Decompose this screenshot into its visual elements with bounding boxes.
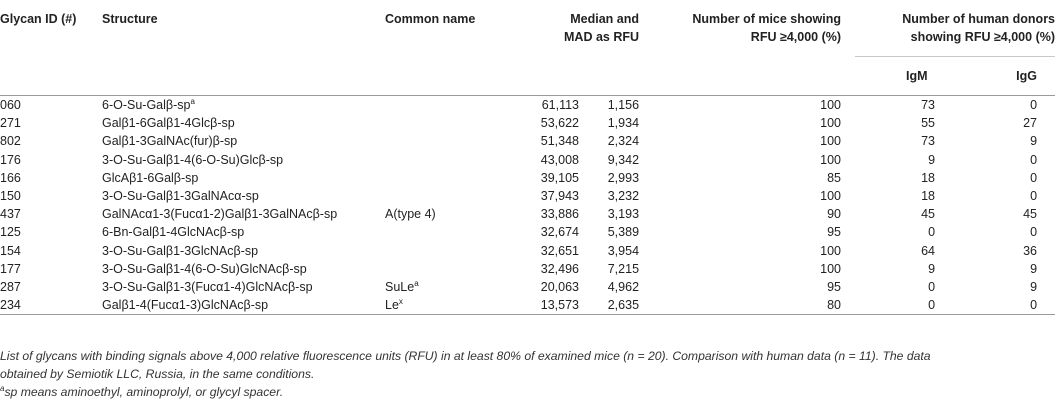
cell-glycan-id xyxy=(0,96,102,115)
cell-structure xyxy=(102,278,385,296)
cell-glycan-id xyxy=(0,296,102,315)
cell-igg-text: 9 xyxy=(1030,261,1038,276)
cell-igg-text: 9 xyxy=(1030,280,1038,295)
cell-igm-text: 9 xyxy=(928,261,936,276)
cell-median xyxy=(503,169,585,187)
cell-igm xyxy=(855,169,979,187)
cell-common-name-text: Le xyxy=(385,298,399,313)
cell-igg xyxy=(979,187,1055,205)
cell-structure xyxy=(102,114,385,132)
header-row xyxy=(0,0,1055,57)
header-igg: IgG xyxy=(979,57,1055,96)
cell-igm-text: 0 xyxy=(928,225,936,240)
cell-igm xyxy=(855,205,979,223)
table-caption xyxy=(0,348,1055,383)
cell-mad xyxy=(585,205,665,223)
cell-mad-text: 1,156 xyxy=(607,98,640,112)
cell-mice xyxy=(665,242,855,260)
cell-igm-text: 18 xyxy=(921,170,936,185)
cell-median xyxy=(503,132,585,150)
cell-glycan-id xyxy=(0,114,102,132)
cell-mad xyxy=(585,169,665,187)
cell-igg-text: 0 xyxy=(1030,170,1038,185)
cell-structure xyxy=(102,151,385,169)
cell-mice-text: 80 xyxy=(827,298,842,313)
cell-structure xyxy=(102,132,385,150)
cell-igm-text: 9 xyxy=(928,152,936,167)
cell-mice xyxy=(665,132,855,150)
cell-mice xyxy=(665,205,855,223)
table-row xyxy=(0,260,1055,278)
table-row xyxy=(0,205,1055,223)
cell-mad-text: 2,993 xyxy=(607,170,640,185)
cell-igg xyxy=(979,96,1055,115)
table-row xyxy=(0,132,1055,150)
cell-mice-text: 100 xyxy=(820,243,842,258)
cell-structure-text: 3-O-Su-Galβ1-3(Fucα1-4)GlcNAcβ-sp xyxy=(102,280,313,295)
table-row xyxy=(0,151,1055,169)
cell-glycan-id xyxy=(0,205,102,223)
cell-mice-text: 100 xyxy=(820,116,842,131)
cell-structure-text: Galβ1-3GalNAc(fur)β-sp xyxy=(102,134,238,149)
cell-mad xyxy=(585,296,665,315)
cell-common-name-superscript: a xyxy=(414,278,419,288)
cell-median-text: 51,348 xyxy=(540,134,579,149)
cell-median xyxy=(503,260,585,278)
header-median-line1: Median and xyxy=(570,12,640,26)
cell-median-text: 13,573 xyxy=(540,298,579,313)
cell-mad xyxy=(585,132,665,150)
cell-igg xyxy=(979,296,1055,315)
cell-mice xyxy=(665,169,855,187)
cell-mad xyxy=(585,278,665,296)
cell-median-text: 43,008 xyxy=(540,152,579,167)
cell-structure-text: 6-Bn-Galβ1-4GlcNAcβ-sp xyxy=(102,225,245,240)
cell-common-name xyxy=(385,96,503,115)
header-human-line2: showing RFU ≥4,000 (%) xyxy=(910,30,1055,44)
cell-common-name xyxy=(385,205,503,223)
cell-median-text: 53,622 xyxy=(540,116,579,131)
cell-igm xyxy=(855,260,979,278)
cell-glycan-id-text: 802 xyxy=(0,134,21,149)
cell-structure xyxy=(102,260,385,278)
cell-mad xyxy=(585,96,665,115)
cell-igm xyxy=(855,296,979,315)
cell-igg xyxy=(979,132,1055,150)
cell-median-text: 39,105 xyxy=(540,170,579,185)
cell-igg-text: 9 xyxy=(1030,134,1038,149)
cell-structure xyxy=(102,96,385,115)
cell-glycan-id xyxy=(0,223,102,241)
cell-mad-text: 9,342 xyxy=(607,152,640,167)
cell-mad xyxy=(585,260,665,278)
table-body xyxy=(0,96,1055,315)
cell-igg-text: 0 xyxy=(1030,189,1038,204)
cell-glycan-id-text: 271 xyxy=(0,116,21,131)
cell-median xyxy=(503,114,585,132)
cell-common-name xyxy=(385,296,503,315)
cell-common-name xyxy=(385,278,503,296)
cell-median xyxy=(503,278,585,296)
cell-igg-text: 45 xyxy=(1023,207,1038,222)
cell-glycan-id xyxy=(0,187,102,205)
cell-mice xyxy=(665,223,855,241)
cell-median-text: 32,651 xyxy=(540,243,579,258)
cell-mice-text: 100 xyxy=(820,261,842,276)
cell-median-text: 37,943 xyxy=(540,189,579,204)
cell-glycan-id-text: 437 xyxy=(0,207,21,222)
cell-median-text: 61,113 xyxy=(541,98,579,112)
cell-igm xyxy=(855,96,979,115)
header-glycan-id: Glycan ID (#) xyxy=(0,12,77,26)
cell-median-text: 20,063 xyxy=(540,280,579,295)
cell-glycan-id xyxy=(0,169,102,187)
cell-mad xyxy=(585,223,665,241)
cell-glycan-id-text: 150 xyxy=(0,189,21,204)
cell-mad xyxy=(585,242,665,260)
cell-mad-text: 5,389 xyxy=(607,225,640,240)
cell-glycan-id-text: 287 xyxy=(0,280,21,295)
cell-glycan-id-text: 166 xyxy=(0,170,21,185)
cell-structure xyxy=(102,223,385,241)
cell-igm-text: 73 xyxy=(921,98,936,112)
cell-structure xyxy=(102,242,385,260)
cell-mad-text: 7,215 xyxy=(607,261,640,276)
cell-mice-text: 100 xyxy=(820,189,842,204)
cell-common-name-superscript: x xyxy=(398,297,403,307)
cell-common-name xyxy=(385,151,503,169)
cell-mad xyxy=(585,187,665,205)
cell-mad-text: 2,324 xyxy=(607,134,640,149)
cell-structure xyxy=(102,296,385,315)
cell-igg xyxy=(979,223,1055,241)
cell-glycan-id-text: 234 xyxy=(0,298,21,313)
cell-igm xyxy=(855,187,979,205)
cell-mice-text: 100 xyxy=(820,134,842,149)
caption-line2: obtained by Semiotik LLC, Russia, in the same conditions. xyxy=(0,366,315,381)
cell-common-name xyxy=(385,132,503,150)
cell-igm-text: 73 xyxy=(921,134,936,149)
cell-mice xyxy=(665,187,855,205)
cell-structure-text: GlcAβ1-6Galβ-sp xyxy=(102,170,199,185)
cell-common-name xyxy=(385,242,503,260)
cell-structure-text: 3-O-Su-Galβ1-3GalNAcα-sp xyxy=(102,189,259,204)
table-footnote xyxy=(0,384,1055,401)
cell-mice-text: 95 xyxy=(827,280,842,295)
cell-mice xyxy=(665,260,855,278)
cell-glycan-id xyxy=(0,151,102,169)
cell-common-name xyxy=(385,223,503,241)
cell-median xyxy=(503,96,585,115)
cell-mice xyxy=(665,114,855,132)
cell-mad xyxy=(585,151,665,169)
cell-mad-text: 3,954 xyxy=(607,243,640,258)
cell-mice-text: 100 xyxy=(820,98,842,112)
cell-structure-superscript: a xyxy=(190,96,195,106)
header-median-line2: MAD as RFU xyxy=(564,30,640,44)
cell-igg-text: 0 xyxy=(1030,152,1038,167)
cell-glycan-id xyxy=(0,242,102,260)
cell-mice xyxy=(665,278,855,296)
cell-median xyxy=(503,223,585,241)
cell-structure-text: 3-O-Su-Galβ1-3GlcNAcβ-sp xyxy=(102,243,259,258)
cell-common-name xyxy=(385,187,503,205)
cell-median xyxy=(503,205,585,223)
cell-mad-text: 3,232 xyxy=(607,189,640,204)
cell-igm-text: 18 xyxy=(921,189,936,204)
table-row xyxy=(0,187,1055,205)
cell-mad-text: 3,193 xyxy=(607,207,640,222)
cell-glycan-id-text: 125 xyxy=(0,225,21,240)
header-median-mad xyxy=(503,0,665,96)
cell-median xyxy=(503,151,585,169)
cell-igg xyxy=(979,278,1055,296)
table-row xyxy=(0,96,1055,115)
cell-glycan-id-text: 176 xyxy=(0,152,21,167)
cell-mice-text: 85 xyxy=(827,170,842,185)
footnote-text: sp means aminoethyl, aminoprolyl, or glycyl spacer. xyxy=(4,385,284,399)
cell-glycan-id xyxy=(0,260,102,278)
cell-igm-text: 0 xyxy=(928,298,936,313)
cell-common-name xyxy=(385,114,503,132)
cell-glycan-id-text: 060 xyxy=(0,98,21,112)
cell-mice-text: 90 xyxy=(827,207,842,222)
cell-mad-text: 4,962 xyxy=(607,280,640,295)
table-row xyxy=(0,114,1055,132)
cell-igg-text: 36 xyxy=(1023,243,1038,258)
cell-mice xyxy=(665,151,855,169)
cell-igg-text: 27 xyxy=(1023,116,1038,131)
header-mice-line1: Number of mice showing xyxy=(692,12,842,26)
cell-igm-text: 64 xyxy=(921,243,936,258)
caption-line1: List of glycans with binding signals above 4,000 relative fluorescence units (RFU) in at least 80% of examined mice (n = 20). Comparison with human data (n = 11). The data xyxy=(0,349,931,363)
cell-igm-text: 55 xyxy=(921,116,936,131)
cell-median xyxy=(503,296,585,315)
cell-structure-text: Galβ1-6Galβ1-4Glcβ-sp xyxy=(102,116,235,131)
cell-igm xyxy=(855,114,979,132)
cell-mice xyxy=(665,96,855,115)
cell-structure xyxy=(102,169,385,187)
cell-igg xyxy=(979,151,1055,169)
header-igm: IgM xyxy=(855,57,979,96)
table-row xyxy=(0,296,1055,315)
cell-structure xyxy=(102,187,385,205)
cell-median-text: 32,674 xyxy=(540,225,579,240)
header-human xyxy=(855,0,1055,57)
cell-mad-text: 2,635 xyxy=(607,298,640,313)
cell-mad-text: 1,934 xyxy=(607,116,640,131)
cell-igg xyxy=(979,205,1055,223)
header-common-name: Common name xyxy=(385,12,476,26)
cell-glycan-id xyxy=(0,132,102,150)
cell-structure-text: 6-O-Su-Galβ-sp xyxy=(102,98,191,112)
cell-igg xyxy=(979,260,1055,278)
table-row xyxy=(0,242,1055,260)
cell-igm xyxy=(855,151,979,169)
cell-mice xyxy=(665,296,855,315)
cell-igm xyxy=(855,132,979,150)
cell-common-name xyxy=(385,260,503,278)
cell-igm xyxy=(855,278,979,296)
cell-mice-text: 95 xyxy=(827,225,842,240)
cell-structure-text: 3-O-Su-Galβ1-4(6-O-Su)GlcNAcβ-sp xyxy=(102,261,307,276)
cell-igm xyxy=(855,223,979,241)
cell-igg xyxy=(979,169,1055,187)
header-human-line1: Number of human donors xyxy=(902,12,1055,26)
cell-igg xyxy=(979,114,1055,132)
cell-igg-text: 0 xyxy=(1030,225,1038,240)
header-mice xyxy=(665,0,855,96)
cell-igg-text: 0 xyxy=(1030,298,1038,313)
cell-igm xyxy=(855,242,979,260)
cell-glycan-id xyxy=(0,278,102,296)
cell-structure-text: 3-O-Su-Galβ1-4(6-O-Su)Glcβ-sp xyxy=(102,152,284,167)
cell-mice-text: 100 xyxy=(820,152,842,167)
cell-structure-text: Galβ1-4(Fucα1-3)GlcNAcβ-sp xyxy=(102,298,269,313)
cell-median-text: 32,496 xyxy=(540,261,579,276)
cell-glycan-id-text: 154 xyxy=(0,243,21,258)
cell-glycan-id-text: 177 xyxy=(0,261,21,276)
cell-common-name-text: SuLe xyxy=(385,280,415,295)
header-structure: Structure xyxy=(102,12,158,26)
table-row xyxy=(0,169,1055,187)
cell-structure xyxy=(102,205,385,223)
cell-igg xyxy=(979,242,1055,260)
cell-structure-text: GalNAcα1-3(Fucα1-2)Galβ1-3GalNAcβ-sp xyxy=(102,207,338,222)
cell-igg-text: 0 xyxy=(1030,98,1038,112)
cell-igm-text: 45 xyxy=(921,207,936,222)
table-row xyxy=(0,223,1055,241)
table-row xyxy=(0,278,1055,296)
footnote-marker: a xyxy=(0,383,5,393)
cell-median xyxy=(503,242,585,260)
cell-common-name xyxy=(385,169,503,187)
header-mice-line2: RFU ≥4,000 (%) xyxy=(750,30,842,44)
cell-mad xyxy=(585,114,665,132)
cell-median xyxy=(503,187,585,205)
cell-median-text: 33,886 xyxy=(540,207,579,222)
cell-common-name-text: A(type 4) xyxy=(385,207,436,222)
cell-igm-text: 0 xyxy=(928,280,936,295)
